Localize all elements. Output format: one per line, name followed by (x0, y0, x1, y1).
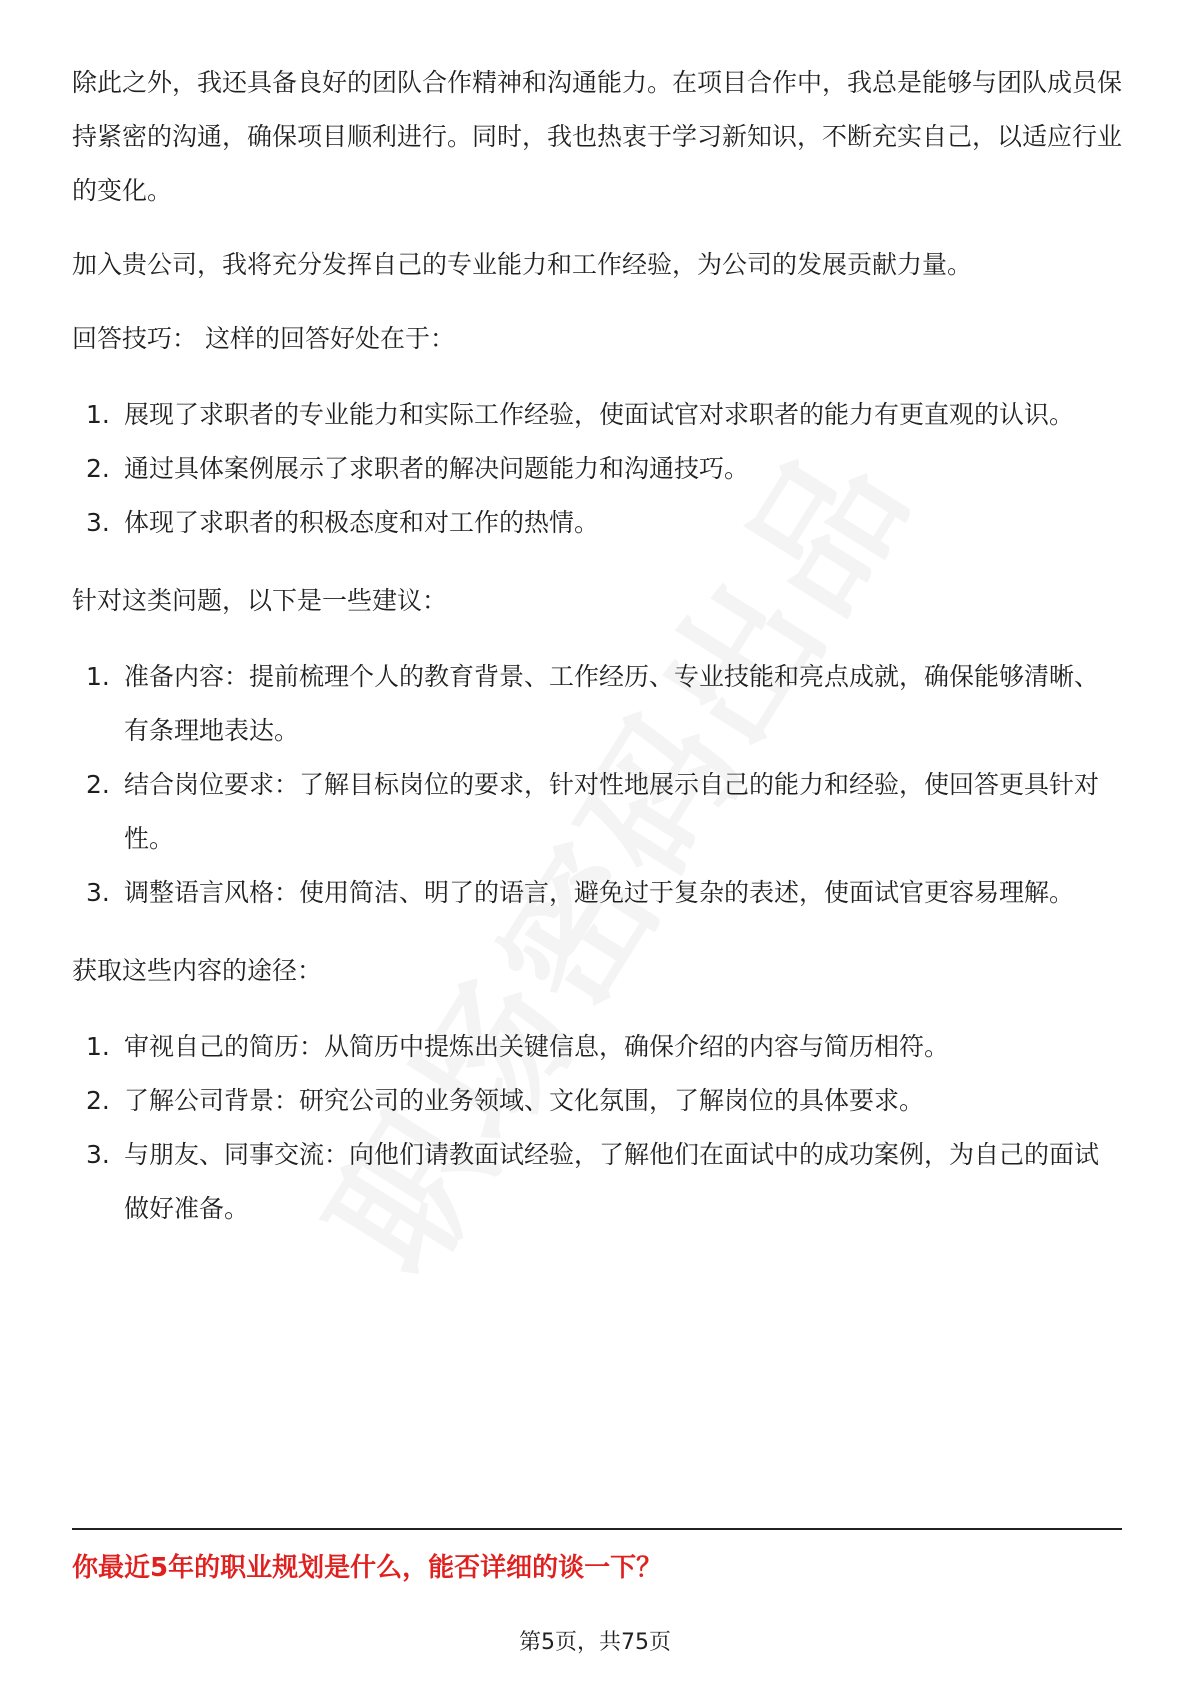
list-text: 结合岗位要求：了解目标岗位的要求，针对性地展示自己的能力和经验，使回答更具针对性。 (124, 770, 1100, 853)
advice-list (72, 650, 1122, 920)
page-content (72, 56, 1122, 1260)
list-text: 了解公司背景：研究公司的业务领域、文化氛围，了解岗位的具体要求。 (124, 1086, 925, 1115)
list-text: 体现了求职者的积极态度和对工作的热情。 (124, 508, 600, 537)
list-text: 与朋友、同事交流：向他们请教面试经验，了解他们在面试中的成功案例，为自己的面试做好准备。 (124, 1140, 1100, 1223)
list-number: 1. (86, 662, 110, 691)
list-number: 1. (86, 400, 110, 429)
list-number: 3. (86, 508, 110, 537)
advice-heading: 针对这类问题，以下是一些建议： (72, 586, 448, 615)
intro-paragraph: 除此之外，我还具备良好的团队合作精神和沟通能力。在项目合作中，我总是能够与团队成员保持紧密的沟通，确保项目顺利进行。同时，我也热衷于学习新知识，不断充实自己，以适应行业的变化。 (72, 68, 1123, 205)
list-item (72, 758, 1122, 866)
list-number: 2. (86, 770, 110, 799)
list-number: 1. (86, 1032, 110, 1061)
list-item (72, 1074, 1122, 1128)
page-number: 第5页，共75页 (519, 1630, 671, 1655)
list-text: 通过具体案例展示了求职者的解决问题能力和沟通技巧。 (124, 454, 750, 483)
list-item (72, 1128, 1122, 1236)
tips-heading: 回答技巧： 这样的回答好处在于： (72, 324, 455, 353)
intro-paragraph: 加入贵公司，我将充分发挥自己的专业能力和工作经验，为公司的发展贡献力量。 (72, 250, 973, 279)
list-number: 3. (86, 878, 110, 907)
list-item (72, 388, 1122, 442)
list-item (72, 650, 1122, 758)
list-number: 3. (86, 1140, 110, 1169)
list-item (72, 442, 1122, 496)
next-question-heading: 你最近5年的职业规划是什么，能否详细的谈一下？ (72, 1553, 663, 1583)
list-item (72, 496, 1122, 550)
section-divider (72, 1528, 1122, 1530)
list-number: 2. (86, 454, 110, 483)
list-text: 审视自己的简历：从简历中提炼出关键信息，确保介绍的内容与简历相符。 (124, 1032, 950, 1061)
sources-list (72, 1020, 1122, 1236)
sources-heading: 获取这些内容的途径： (72, 956, 323, 985)
list-item (72, 866, 1122, 920)
list-number: 2. (86, 1086, 110, 1115)
list-item (72, 1020, 1122, 1074)
list-text: 准备内容：提前梳理个人的教育背景、工作经历、专业技能和亮点成就，确保能够清晰、有条理地表达。 (124, 662, 1100, 745)
list-text: 展现了求职者的专业能力和实际工作经验，使面试官对求职者的能力有更直观的认识。 (124, 400, 1075, 429)
tips-list (72, 388, 1122, 550)
list-text: 调整语言风格：使用简洁、明了的语言，避免过于复杂的表述，使面试官更容易理解。 (124, 878, 1075, 907)
